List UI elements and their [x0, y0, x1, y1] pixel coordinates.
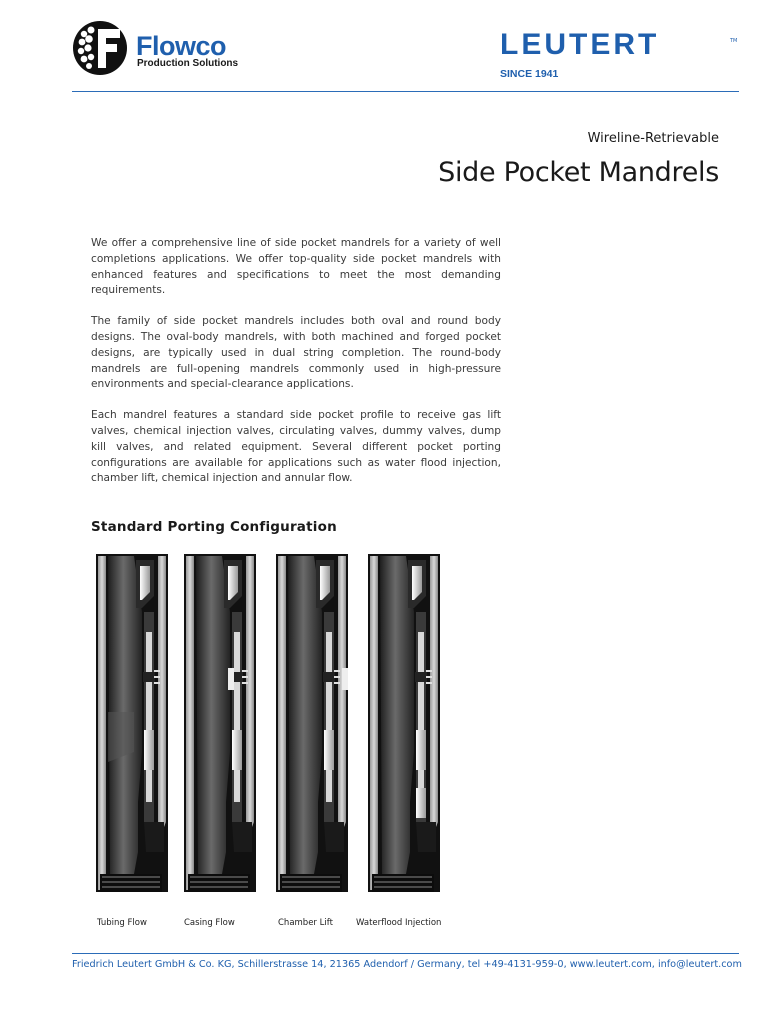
flowco-brand-subtitle: Production Solutions	[137, 58, 239, 69]
mandrel-chamber-lift	[276, 554, 348, 892]
section-heading: Standard Porting Configuration	[91, 519, 337, 535]
caption-casing-flow: Casing Flow	[184, 918, 235, 928]
paragraph-2: The family of side pocket mandrels includes both oval and round body designs. The oval-body mandrels, with both machined and forged pocket designs, are typically used in dual string completion. The round-body mandrels are full-opening mandrels commonly used in high-pressure environments and special-clearance applications.	[91, 315, 501, 391]
caption-waterflood-injection: Waterflood Injection	[356, 918, 442, 928]
document-subtitle: Wireline-Retrievable	[587, 131, 719, 146]
caption-chamber-lift: Chamber Lift	[278, 918, 333, 928]
since-year: SINCE 1941	[500, 68, 559, 80]
footer-divider	[72, 953, 739, 954]
mandrel-illustrations	[88, 552, 458, 912]
caption-tubing-flow: Tubing Flow	[97, 918, 147, 928]
mandrel-casing-flow	[184, 554, 256, 892]
footer-contact: Friedrich Leutert GmbH & Co. KG, Schillerstrasse 14, 21365 Adendorf / Germany, tel +49-4131-959-0, www.leutert.com, info@leutert.com	[72, 959, 742, 970]
paragraph-1: We offer a comprehensive line of side pocket mandrels for a variety of well completions applications. We offer top-quality side pocket mandrels with enhanced features and specifications to meet the most demanding requirements.	[91, 237, 501, 297]
mandrel-waterflood-injection	[368, 554, 440, 892]
flowco-logo-icon	[72, 20, 132, 76]
page-header	[0, 0, 768, 95]
leutert-trademark: TM	[730, 38, 738, 44]
paragraph-3: Each mandrel features a standard side pocket profile to receive gas lift valves, chemical injection valves, circulating valves, dummy valves, dump kill valves, and related equipment. Several different pocket porting configurations are available for applications such as water flood injection, chamber lift, chemical injection and annular flow.	[91, 409, 501, 485]
mandrel-tubing-flow	[96, 554, 168, 892]
document-title: Side Pocket Mandrels	[438, 157, 719, 188]
body-text	[91, 236, 501, 502]
flowco-brand-name: Flowco	[136, 31, 226, 61]
leutert-brand-name: LEUTERT	[500, 28, 660, 61]
header-divider	[72, 91, 739, 92]
